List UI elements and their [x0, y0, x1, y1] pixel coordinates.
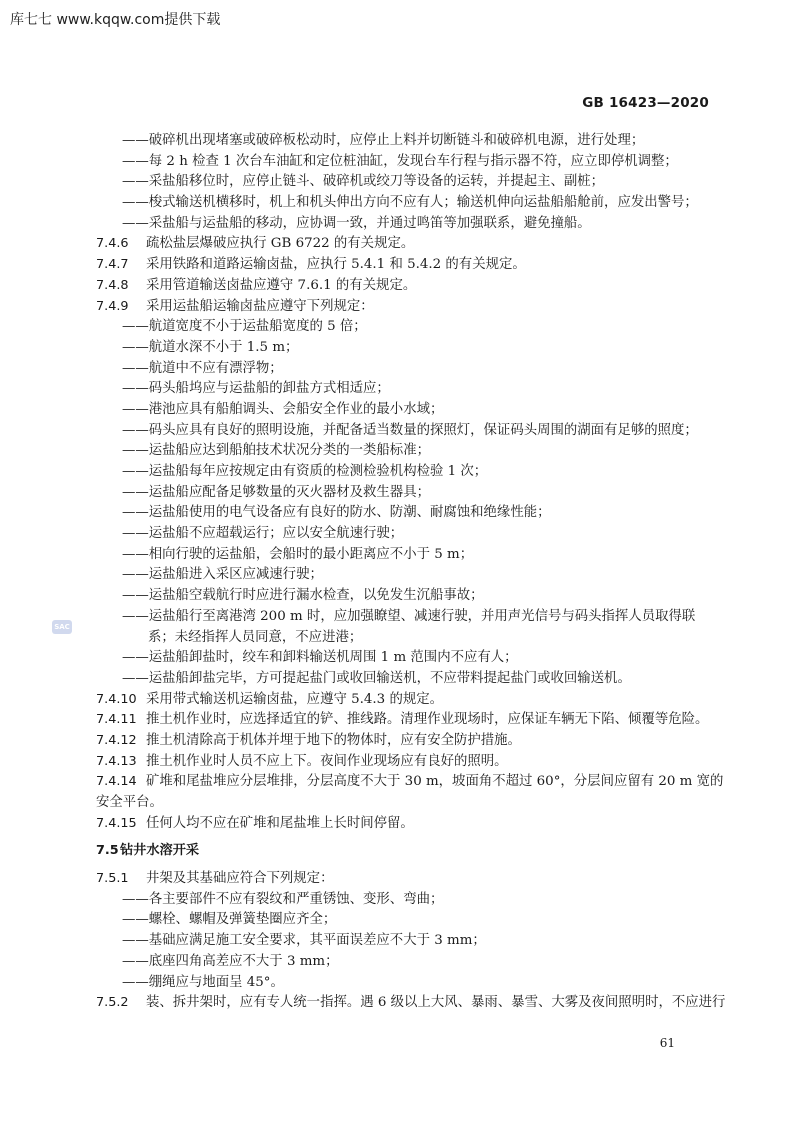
- clause: [96, 234, 708, 255]
- clause-text: 采用带式输送机运输卤盐，应遵守 5.4.3 的规定。: [146, 691, 444, 707]
- list-item: ——码头船坞应与运盐船的卸盐方式相适应；: [122, 381, 390, 397]
- clause-number: 7.4.7: [96, 257, 129, 273]
- list-item: ——底座四角高差应不大于 3 mm；: [122, 953, 339, 969]
- section-number: 7.5: [96, 843, 119, 859]
- list-item: ——螺栓、螺帽及弹簧垫圈应齐全；: [122, 912, 337, 928]
- clause-number: 7.5.1: [96, 871, 129, 887]
- clause: [96, 690, 708, 711]
- list-item: ——航道水深不小于 1.5 m；: [122, 339, 299, 355]
- clause-number: 7.4.12: [96, 732, 137, 748]
- list-item: ——运盐船每年应按规定由有资质的检测检验机构检验 1 次；: [122, 464, 488, 479]
- clause-text: 矿堆和尾盐堆应分层堆排，分层高度不大于 30 m，坡面角不超过 60°，分层间应留有 20 m 宽的: [146, 774, 724, 790]
- clause: [96, 731, 708, 752]
- list-item: ——港池应具有船舶调头、会船安全作业的最小水域；: [122, 401, 444, 417]
- clause-number: 7.4.8: [96, 277, 129, 293]
- clause-continuation: 安全平台。: [96, 795, 163, 810]
- list-item: ——运盐船行至离港湾 200 m 时，应加强瞭望、减速行驶，并用声光信号与码头指挥人员取得联: [122, 608, 696, 624]
- clause-number: 7.4.9: [96, 298, 129, 314]
- document-body: [96, 131, 726, 1014]
- list-item: ——采盐船移位时，应停止链斗、破碎机或绞刀等设备的运转，并提起主、副桩；: [122, 174, 605, 190]
- clause-text: 推土机作业时人员不应上下。夜间作业现场应有良好的照明。: [146, 753, 508, 769]
- clause: [96, 297, 708, 318]
- clause-text: 任何人均不应在矿堆和尾盐堆上长时间停留。: [146, 815, 414, 831]
- clause: [96, 814, 708, 835]
- clause-number: 7.4.10: [96, 691, 137, 707]
- clause-number: 7.4.14: [96, 774, 137, 790]
- clause-text: 疏松盐层爆破应执行 GB 6722 的有关规定。: [146, 236, 415, 252]
- clause-number: 7.4.11: [96, 712, 137, 728]
- clause-number: 7.4.15: [96, 815, 137, 831]
- list-item: ——破碎机出现堵塞或破碎板松动时，应停止上料并切断链斗和破碎机电源，进行处理；: [122, 133, 645, 148]
- list-item: ——相向行驶的运盐船，会船时的最小距离应不小于 5 m；: [122, 546, 474, 562]
- list-item: ——运盐船卸盐完毕，方可提起盐门或收回输送机，不应带料提起盐门或收回输送机。: [122, 670, 631, 686]
- list-item: ——航道宽度不小于运盐船宽度的 5 倍；: [122, 319, 367, 335]
- clause-text: 推土机作业时，应选择适宜的铲、推线路。清理作业现场时，应保证车辆无下陷、倾覆等危险。: [146, 712, 709, 728]
- clause: [96, 276, 708, 297]
- list-item-continuation: 系；未经指挥人员同意，不应进港；: [148, 629, 363, 645]
- standard-code: GB 16423—2020: [582, 95, 709, 111]
- list-item: ——运盐船应配备足够数量的灭火器材及救生器具；: [122, 484, 430, 500]
- clause: [96, 993, 726, 1014]
- list-item: ——每 2 h 检查 1 次台车油缸和定位桩油缸，发现台车行程与指示器不符，应立即停机调整；: [122, 153, 678, 169]
- list-item: ——绷绳应与地面呈 45°。: [122, 974, 284, 990]
- list-item: ——运盐船不应超载运行；应以安全航速行驶；: [122, 526, 404, 542]
- clause-number: 7.4.13: [96, 753, 137, 769]
- section-heading: [96, 841, 708, 862]
- list-item: ——各主要部件不应有裂纹和严重锈蚀、变形、弯曲；: [122, 891, 444, 907]
- clause-text: 推土机清除高于机体并埋于地下的物体时，应有安全防护措施。: [146, 732, 521, 748]
- list-item: ——梭式输送机横移时，机上和机头伸出方向不应有人；输送机伸向运盐船船舱前，应发出警号；: [122, 195, 698, 211]
- clause: [96, 869, 708, 890]
- section-title: 钻井水溶开采: [120, 843, 200, 859]
- clause-number: 7.5.2: [96, 995, 129, 1011]
- list-item: ——航道中不应有漂浮物；: [122, 360, 283, 376]
- clause: [96, 710, 708, 731]
- clause: [96, 752, 708, 773]
- clause-text: 井架及其基础应符合下列规定：: [146, 871, 334, 887]
- list-item: ——运盐船使用的电气设备应有良好的防水、防潮、耐腐蚀和绝缘性能；: [122, 505, 551, 521]
- clause-text: 采用管道输送卤盐应遵守 7.6.1 的有关规定。: [146, 277, 417, 293]
- clause: [96, 772, 724, 793]
- list-item: ——码头应具有良好的照明设施，并配备适当数量的探照灯，保证码头周围的湖面有足够的照度；: [122, 422, 698, 438]
- clause-text: 采用铁路和道路运输卤盐，应执行 5.4.1 和 5.4.2 的有关规定。: [146, 257, 526, 273]
- clause: [96, 255, 708, 276]
- clause-number: 7.4.6: [96, 236, 129, 252]
- list-item: ——运盐船应达到船舶技术状况分类的一类船标准；: [122, 443, 430, 459]
- clause-text: 采用运盐船运输卤盐应遵守下列规定：: [146, 298, 374, 314]
- sac-logo-icon: SAC: [52, 620, 72, 634]
- list-item: ——采盐船与运盐船的移动，应协调一致，并通过鸣笛等加强联系，避免撞船。: [122, 215, 591, 231]
- page-number: 61: [659, 1036, 675, 1050]
- clause-text: 装、拆井架时，应有专人统一指挥。遇 6 级以上大风、暴雨、暴雪、大雾及夜间照明时，不应进行: [146, 995, 726, 1011]
- list-item: ——运盐船空载航行时应进行漏水检查，以免发生沉船事故；: [122, 588, 484, 604]
- list-item: ——基础应满足施工安全要求，其平面误差应不大于 3 mm；: [122, 933, 486, 949]
- list-item: ——运盐船卸盐时，绞车和卸料输送机周围 1 m 范围内不应有人；: [122, 650, 518, 666]
- watermark-text: 库七七 www.kqqw.com提供下载: [10, 12, 221, 28]
- list-item: ——运盐船进入采区应减速行驶；: [122, 567, 323, 583]
